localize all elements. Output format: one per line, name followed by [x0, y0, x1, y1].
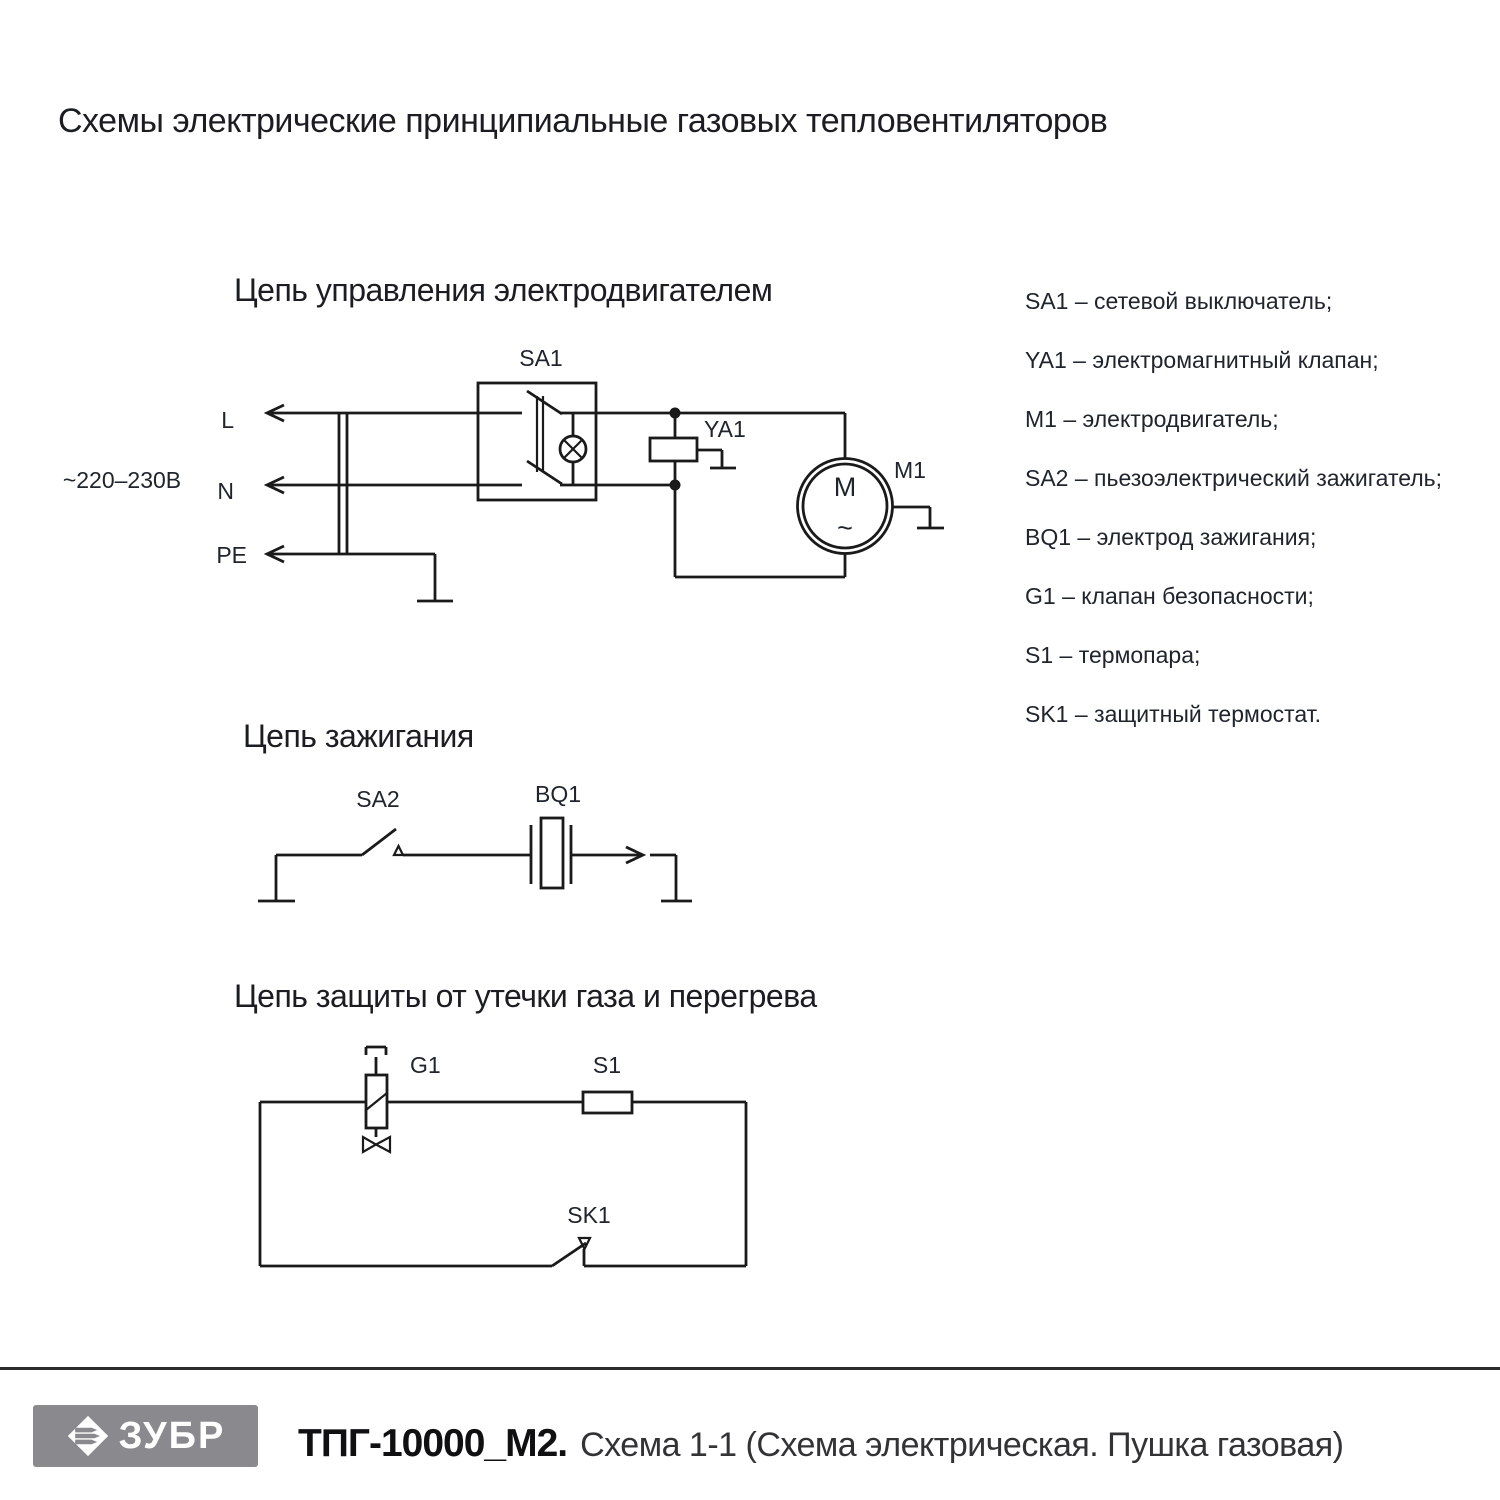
legend-item-m1: M1 – электродвигатель;: [1025, 406, 1279, 432]
footer-separator: [0, 1367, 1500, 1370]
legend-item-sk1: SK1 – защитный термостат.: [1025, 701, 1322, 727]
protection-circuit-schematic: [240, 1035, 780, 1290]
legend-item-s1: S1 – термопара;: [1025, 642, 1201, 668]
s1-label: S1: [592, 1052, 622, 1078]
footer-caption: [298, 1422, 1344, 1466]
l-line-label: L: [221, 407, 234, 433]
terminal-block-symbol: [339, 413, 347, 554]
ignition-circuit-schematic: [240, 770, 800, 930]
motor-circuit-title: Цепь управления электродвигателем: [234, 272, 773, 308]
sk1-thermostat-symbol: [552, 1238, 590, 1266]
n-line-label: N: [217, 478, 234, 504]
ignition-circuit-title: Цепь зажигания: [243, 718, 474, 754]
pe-ground-symbol: [417, 554, 453, 601]
protection-loop-wires: [260, 1102, 746, 1266]
sa2-label: SA2: [356, 786, 400, 812]
sk1-label: SK1: [567, 1202, 611, 1228]
voltage-label: ~220–230В: [62, 467, 182, 493]
legend-item-g1: G1 – клапан безопасности;: [1025, 583, 1314, 609]
page-title: Схемы электрические принципиальные газовых тепловентиляторов: [58, 102, 1108, 140]
legend: [1025, 272, 1442, 744]
mains-lines: [267, 405, 845, 562]
model-number: ТПГ-10000_М2.: [298, 1422, 568, 1465]
m1-label: M1: [894, 457, 926, 483]
legend-item-sa2: SA2 – пьезоэлектрический зажигатель;: [1025, 465, 1443, 491]
motor-letter-label: M: [833, 472, 857, 502]
scheme-caption: Схема 1-1 (Схема электрическая. Пушка газовая): [580, 1426, 1344, 1464]
zubr-brand-icon: [66, 1414, 110, 1458]
zubr-brand-name: ЗУБР: [118, 1415, 226, 1457]
g1-safety-valve-symbol: [363, 1047, 390, 1152]
left-ground-symbol: [258, 855, 295, 901]
right-ground-symbol: [650, 855, 692, 901]
legend-item-bq1: BQ1 – электрод зажигания;: [1025, 524, 1317, 550]
ya1-label: YA1: [704, 416, 746, 442]
bq1-electrode-symbol: [531, 818, 643, 888]
legend-item-ya1: YA1 – электромагнитный клапан;: [1025, 347, 1379, 373]
protection-circuit-title: Цепь защиты от утечки газа и перегрева: [234, 978, 817, 1014]
zubr-logo: [33, 1405, 258, 1467]
g1-label: G1: [410, 1052, 441, 1078]
motor-ac-label: ~: [837, 513, 853, 543]
pe-line-label: PE: [216, 542, 247, 568]
sa1-label: SA1: [519, 345, 563, 371]
sa1-switch-symbol: [478, 383, 596, 500]
s1-thermocouple-symbol: [583, 1092, 632, 1113]
motor-circuit-schematic: [40, 270, 960, 640]
sa2-igniter-symbol: [276, 829, 531, 855]
bq1-label: BQ1: [534, 781, 582, 807]
legend-item-sa1: SA1 – сетевой выключатель;: [1025, 288, 1333, 314]
